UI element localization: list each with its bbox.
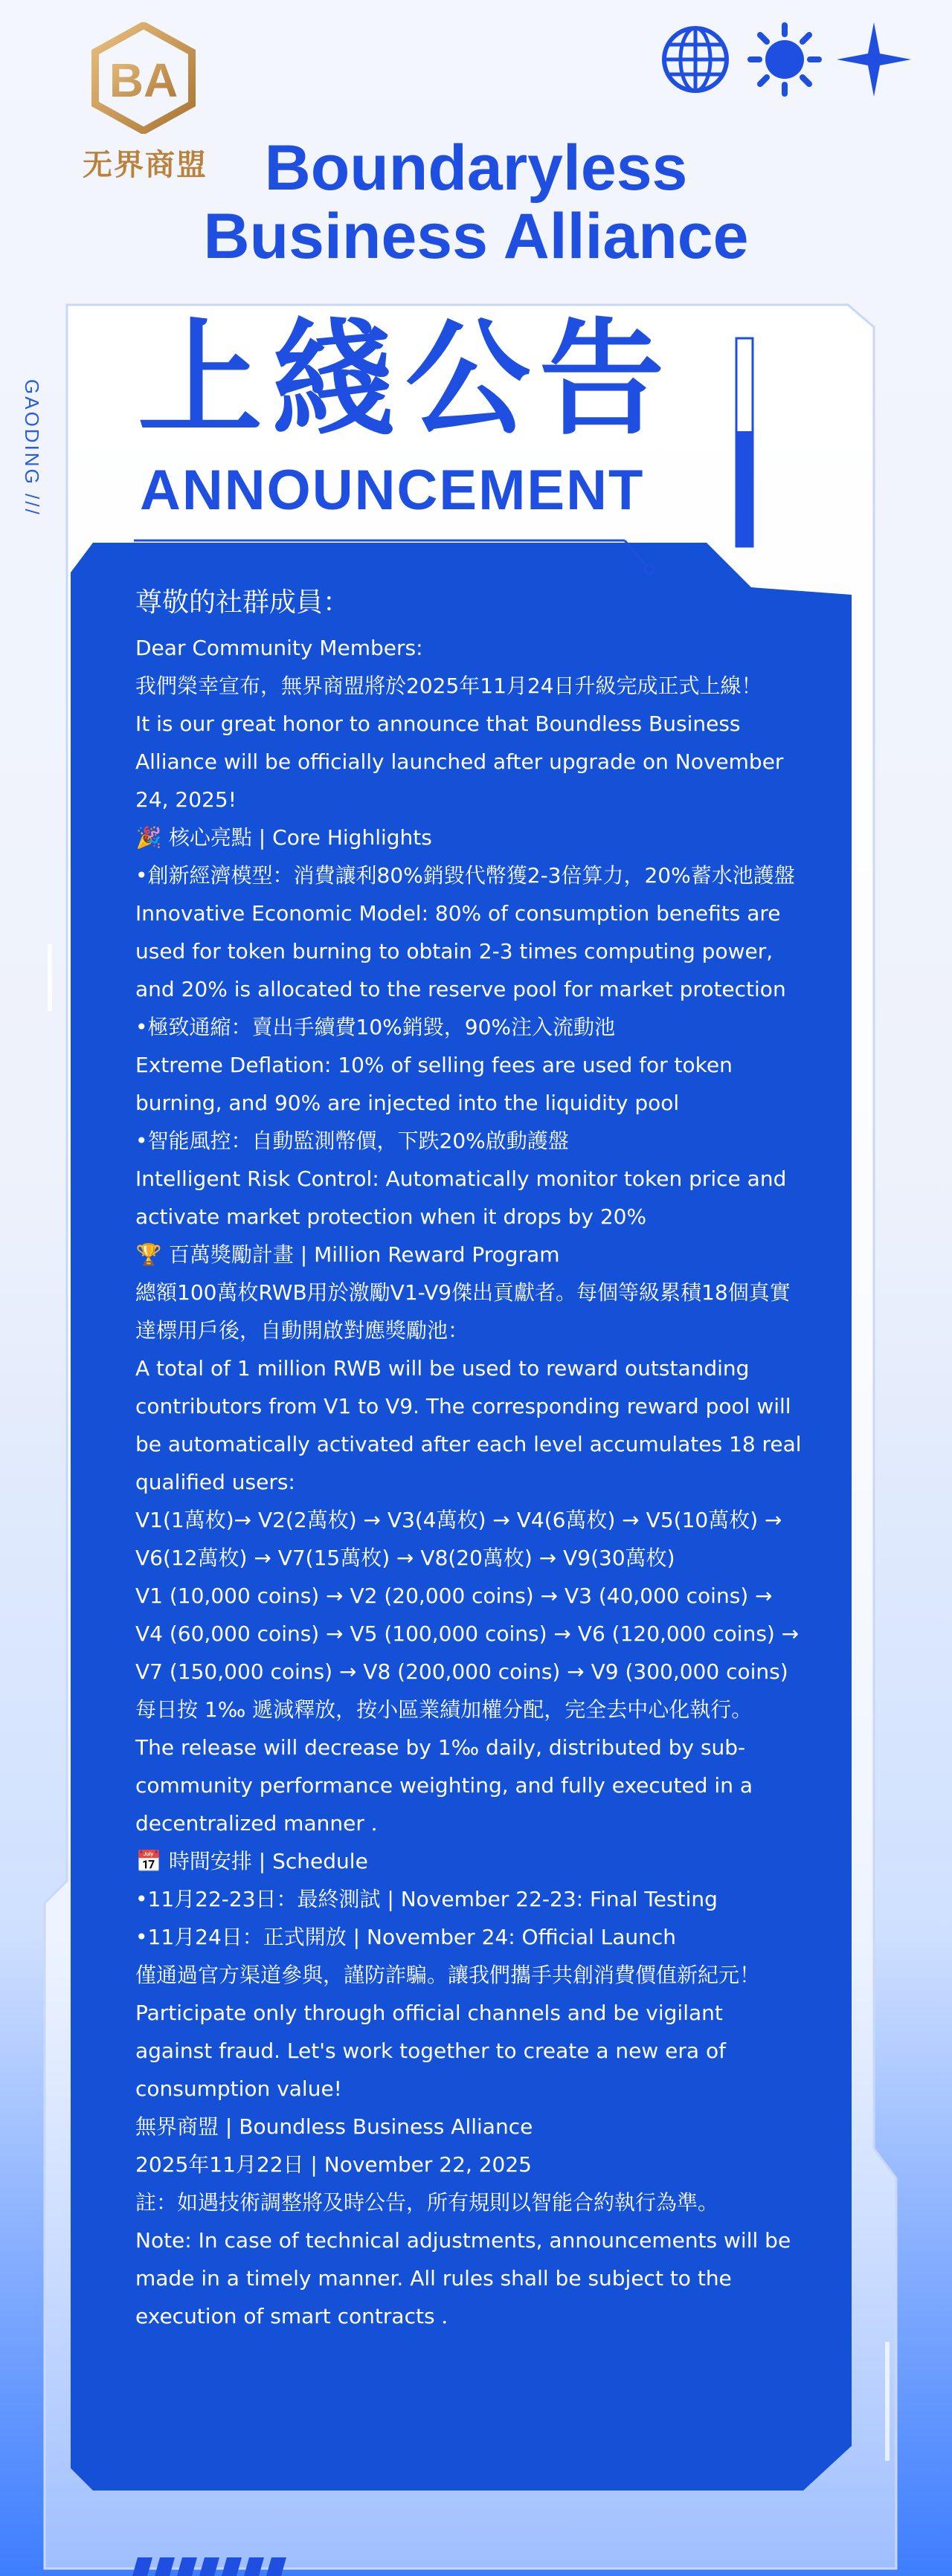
section-core-highlights (135, 819, 805, 856)
announcement-body (135, 581, 805, 2335)
trophy-icon: 🏆 (135, 1242, 162, 1267)
body-line: 註：如遇技術調整將及時公告，所有規則以智能合約執行為準。 (135, 2190, 719, 2215)
body-line: Intelligent Risk Control: Automatically monitor token price and activate market protection when it drops by 20% (135, 1166, 787, 1229)
section-title: 核心亮點 | Core Highlights (168, 825, 432, 850)
body-line: 2025年11月22日 | November 22, 2025 (135, 2152, 532, 2177)
body-line: A total of 1 million RWB will be used to reward outstanding contributors from V1 to V9. The corresponding reward pool will be automatically activated after each level accumulates 18 real qualified users: (135, 1356, 802, 1494)
calendar-icon: 📅 (135, 1849, 162, 1873)
body-line: V1(1萬枚)→ V2(2萬枚) → V3(4萬枚) → V4(6萬枚) → V5(10萬枚) → V6(12萬枚) → V7(15萬枚) → V8(20萬枚) → V9(30萬枚) (135, 1508, 782, 1570)
body-line: 總額100萬枚RWB用於激勵V1-V9傑出貢獻者。每個等級累積18個真實達標用戶後，自動開啟對應獎勵池： (135, 1280, 791, 1343)
body-line: 僅通過官方渠道參與，謹防詐騙。讓我們攜手共創消費價值新紀元！ (135, 1963, 761, 1987)
section-reward-program (135, 1236, 805, 1274)
announcement-title-en: ANNOUNCEMENT (140, 459, 645, 522)
section-title: 時間安排 | Schedule (168, 1849, 368, 1873)
svg-text:BA: BA (109, 54, 178, 107)
body-line: •11月24日：正式開放 | November 24: Official Launch (135, 1925, 677, 1949)
title-line-1: Boundaryless (264, 132, 688, 204)
title-line-2: Business Alliance (203, 201, 749, 272)
greeting: 尊敬的社群成員： (135, 587, 350, 618)
body-line: Dear Community Members: (135, 636, 423, 660)
body-line: 我們榮幸宣布，無界商盟將於2025年11月24日升級完成正式上線！ (135, 674, 762, 698)
party-popper-icon: 🎉 (135, 825, 162, 850)
section-schedule (135, 1842, 805, 1880)
body-line: 無界商盟 | Boundless Business Alliance (135, 2114, 533, 2139)
body-line: The release will decrease by 1‰ daily, distributed by sub-community performance weighting, and fully executed in a decentralized manner ． (135, 1735, 753, 1836)
body-line: Participate only through official channels and be vigilant against fraud. Let's work together to create a new era of consumption value! (135, 2001, 726, 2101)
body-line: It is our great honor to announce that Boundless Business Alliance will be officially launched after upgrade on November 24, 2025! (135, 711, 784, 812)
body-line: •創新經濟模型：消費讓利80%銷毀代幣獲2-3倍算力，20%蓄水池護盤 (135, 863, 795, 888)
body-line: Note: In case of technical adjustments, announcements will be made in a timely manner. All rules shall be subject to the execution of smart contracts ． (135, 2228, 791, 2328)
body-line: •智能風控：自動監測幣價，下跌20%啟動護盤 (135, 1129, 569, 1153)
body-line: Extreme Deflation: 10% of selling fees are used for token burning, and 90% are injected into the liquidity pool (135, 1053, 733, 1115)
body-line: Innovative Economic Model: 80% of consumption benefits are used for token burning to obtain 2-3 times computing power, and 20% is allocated to the reserve pool for market protection (135, 901, 786, 1001)
logo-text: 无界商盟 (83, 148, 208, 182)
body-line: 每日按 1‰ 遞減釋放，按小區業績加權分配，完全去中心化執行。 (135, 1697, 753, 1722)
body-line: V1 (10,000 coins) → V2 (20,000 coins) → V3 (40,000 coins) → V4 (60,000 coins) → V5 (100,000 coins) → V6 (120,000 coins) → V7 (150,000 coins) → V8 (200,000 coins) → V9 (300,000 coins) (135, 1584, 800, 1684)
side-label: GAODING /// (21, 379, 43, 517)
body-line: •11月22-23日：最終測試 | November 22-23: Final Testing (135, 1887, 718, 1911)
section-title: 百萬獎勵計畫 | Million Reward Program (168, 1242, 560, 1267)
announcement-title-cn: 上綫公告 (138, 306, 673, 452)
body-line: •極致通縮：賣出手續費10%銷毀，90%注入流動池 (135, 1015, 615, 1039)
